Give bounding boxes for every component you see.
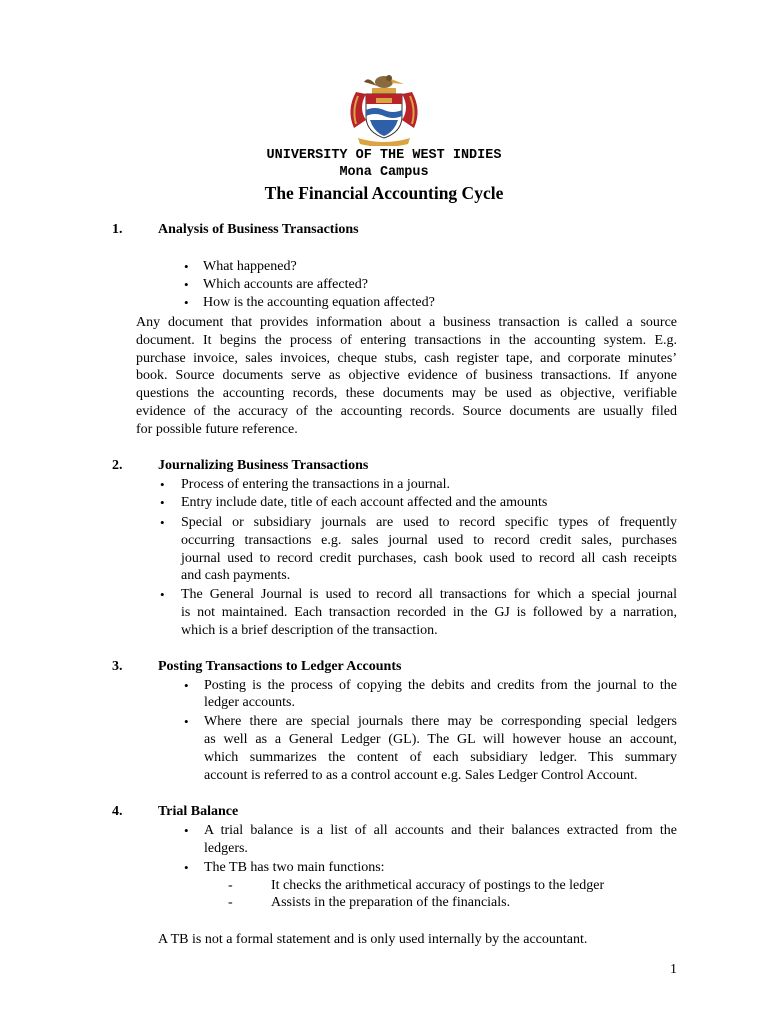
list-item: journal used to record credit purchases, cash book used to record all cash receipts [181, 551, 677, 566]
bullet-icon: • [184, 277, 189, 292]
bullet-icon: • [160, 515, 165, 530]
list-item: Special or subsidiary journals are used to record specific types of frequently [181, 515, 677, 530]
bullet-icon: • [184, 259, 189, 274]
bullet-icon: • [160, 587, 165, 602]
bullet-icon: • [184, 714, 189, 729]
list-item: Process of entering the transactions in a journal. [181, 477, 451, 492]
section-title: Trial Balance [158, 804, 239, 819]
section-number: 3. [112, 659, 123, 674]
section-title: Posting Transactions to Ledger Accounts [158, 659, 402, 674]
bullet-icon: • [184, 678, 189, 693]
list-item: The TB has two main functions: [204, 860, 385, 875]
list-item: A trial balance is a list of all accounts and their balances extracted from the [204, 823, 677, 838]
list-item: is not maintained. Each transaction recorded in the GJ is followed by a narration, [181, 605, 677, 620]
bullet-icon: • [184, 823, 189, 838]
campus-name: Mona Campus [339, 165, 429, 180]
paragraph-line: book. Source documents serve as objective evidence of business transactions. If anyone [136, 368, 677, 383]
section-number: 2. [112, 458, 123, 473]
section-title: Journalizing Business Transactions [158, 458, 369, 473]
list-item: which summarizes the content of each subsidiary ledger. This summary [204, 750, 677, 765]
sub-item-marker: - [228, 878, 233, 893]
paragraph-line: evidence of the accuracy of the accounting records. Source documents are usually filed [136, 404, 677, 419]
list-item: How is the accounting equation affected? [203, 295, 435, 310]
section-number: 4. [112, 804, 123, 819]
paragraph-line: document. It begins the process of entering transactions in the accounting system. E.g. [136, 333, 677, 348]
list-item: occurring transactions e.g. sales journal used to record credit sales, purchases [181, 533, 677, 548]
section-title: Analysis of Business Transactions [158, 222, 359, 237]
bullet-icon: • [184, 295, 189, 310]
note-text: A TB is not a formal statement and is only used internally by the accountant. [158, 932, 588, 947]
paragraph-line: for possible future reference. [136, 422, 298, 437]
list-item: as well as a General Ledger (GL). The GL will however house an account, [204, 732, 677, 747]
list-item: Which accounts are affected? [203, 277, 368, 292]
bullet-icon: • [184, 860, 189, 875]
list-item: The General Journal is used to record all transactions for which a special journal [181, 587, 677, 602]
page-title: The Financial Accounting Cycle [264, 183, 504, 203]
sub-item: It checks the arithmetical accuracy of postings to the ledger [271, 878, 605, 893]
university-crest-logo [344, 70, 424, 146]
list-item: Posting is the process of copying the debits and credits from the journal to the [204, 678, 677, 693]
bullet-icon: • [160, 477, 165, 492]
list-item: which is a brief description of the transaction. [181, 623, 438, 638]
bullet-icon: • [160, 495, 165, 510]
list-item: ledger accounts. [204, 695, 295, 710]
list-item: Entry include date, title of each account affected and the amounts [181, 495, 548, 510]
paragraph-line: Any document that provides information about a business transaction is called a source [136, 315, 677, 330]
page-number: 1 [670, 962, 677, 977]
list-item: account is referred to as a control account e.g. Sales Ledger Control Account. [204, 768, 638, 783]
list-item: ledgers. [204, 841, 248, 856]
list-item: What happened? [203, 259, 297, 274]
university-name: UNIVERSITY OF THE WEST INDIES [266, 148, 502, 163]
paragraph-line: questions the accounting records, these documents may be used as objective, verifiable [136, 386, 677, 401]
list-item: and cash payments. [181, 568, 291, 583]
list-item: Where there are special journals there may be corresponding special ledgers [204, 714, 677, 729]
sub-item: Assists in the preparation of the financials. [271, 895, 511, 910]
sub-item-marker: - [228, 895, 233, 910]
section-number: 1. [112, 222, 123, 237]
paragraph-line: purchase invoice, sales invoices, cheque stubs, cash register tape, and corporate minutes’ [136, 351, 677, 366]
